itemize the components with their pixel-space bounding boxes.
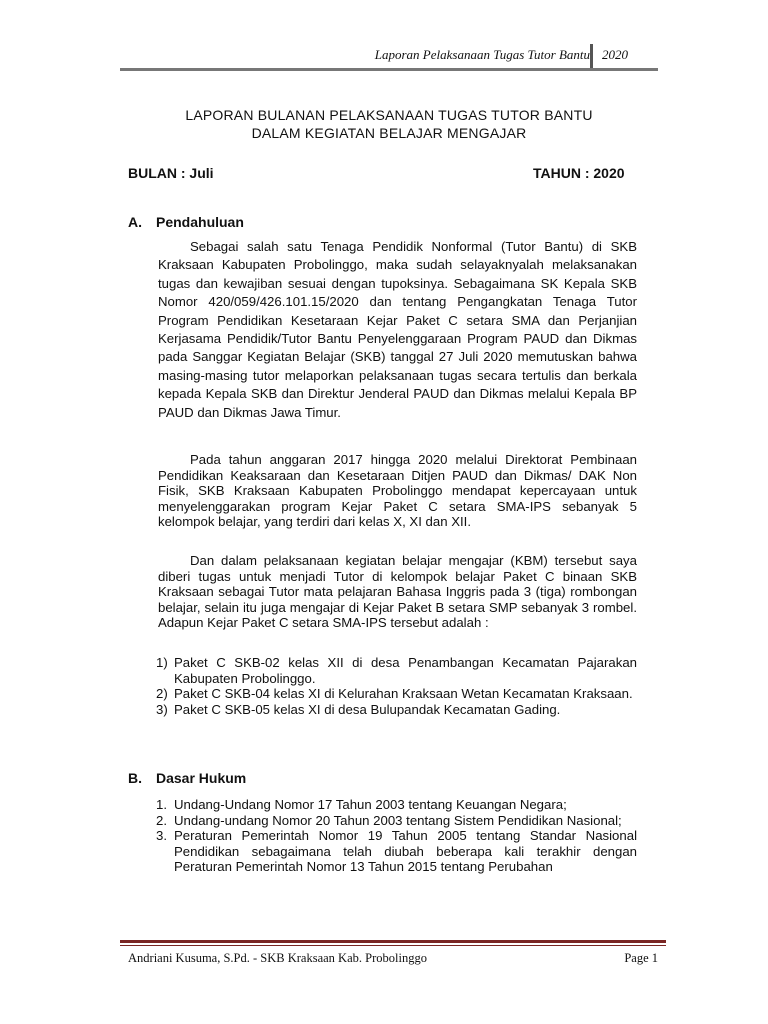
study-group-list [156,655,637,717]
list-item-number: 3) [156,701,168,717]
section-b-letter: B. [128,770,142,786]
list-item-number: 1) [156,655,168,670]
list-item-number: 2) [156,686,168,702]
list-item-text: Peraturan Pemerintah Nomor 19 Tahun 2005 tentang Standar Nasional Pendidikan sebagaimana telah diubah beberapa kali terakhir dengan Peraturan Pemerintah Nomor 13 Tahun 2015 tentang Perubahan [174,828,637,875]
section-a-heading [128,214,244,230]
document-title-line-2: DALAM KEGIATAN BELAJAR MENGAJAR [251,125,527,141]
section-a-title: Pendahuluan [156,214,244,230]
list-item-number: 3. [156,828,167,844]
list-item [156,655,637,686]
report-month: BULAN : Juli [128,165,214,181]
report-year: TAHUN : 2020 [533,165,625,181]
running-header [120,44,658,70]
document-title-line-1: LAPORAN BULANAN PELAKSANAAN TUGAS TUTOR BANTU [185,107,593,123]
section-b-title: Dasar Hukum [156,770,247,786]
header-rule [120,68,658,71]
list-item-number: 1. [156,797,167,812]
list-item-text: Undang-undang Nomor 20 Tahun 2003 tentang Sistem Pendidikan Nasional; [174,812,622,828]
list-item [156,813,637,829]
section-a-letter: A. [128,214,142,230]
paragraph-3: Dan dalam pelaksanaan kegiatan belajar mengajar (KBM) tersebut saya diberi tugas untuk menjadi Tutor di kelompok belajar Paket C binaan SKB Kraksaan sebagai Tutor mata pelajaran Bahasa Inggris pada 3 (tiga) rombongan belajar, selain itu juga mengajar di Kejar Paket B setara SMP sebanyak 3 rombel. Adapun Kejar Paket C setara SMA-IPS tersebut adalah : [158,553,637,631]
footer-rule-thin [120,945,666,946]
list-item-text: Undang-Undang Nomor 17 Tahun 2003 tentang Keuangan Negara; [174,797,567,812]
list-item [156,797,637,813]
header-separator [590,44,593,70]
document-title [120,106,658,142]
list-item-text: Paket C SKB-04 kelas XI di Kelurahan Kraksaan Wetan Kecamatan Kraksaan. [174,686,633,702]
legal-basis-list [156,797,637,875]
list-item [156,702,637,718]
footer-author: Andriani Kusuma, S.Pd. - SKB Kraksaan Kab. Probolinggo [128,951,427,965]
page-number: Page 1 [624,951,658,965]
list-item-text: Paket C SKB-02 kelas XII di desa Penambangan Kecamatan Pajarakan Kabupaten Probolinggo. [174,655,637,686]
header-title: Laporan Pelaksanaan Tugas Tutor Bantu [374,47,590,62]
footer-rule [120,940,666,943]
header-year: 2020 [602,47,628,62]
section-b-heading [128,770,246,786]
paragraph-2: Pada tahun anggaran 2017 hingga 2020 melalui Direktorat Pembinaan Pendidikan Keaksaraan dan Kesetaraan Ditjen PAUD dan Dikmas/ DAK Non Fisik, SKB Kraksaan Kabupaten Probolinggo mendapat kepercayaan untuk menyelenggarakan program Kejar Paket C setara SMA-IPS sebanyak 5 kelompok belajar, yang terdiri dari kelas X, XI dan XII. [158,452,637,530]
list-item [156,686,637,702]
list-item [156,828,637,875]
list-item-text: Paket C SKB-05 kelas XI di desa Bulupandak Kecamatan Gading. [174,701,561,717]
list-item-number: 2. [156,812,167,828]
paragraph-1: Sebagai salah satu Tenaga Pendidik Nonformal (Tutor Bantu) di SKB Kraksaan Kabupaten Probolinggo, maka sudah selayaknyalah melaksanakan tugas dan kewajiban sesuai dengan tupoksinya. Sebagaimana SK Kepala SKB Nomor 420/059/426.101.15/2020 dan tentang Pengangkatan Tenaga Tutor Program Pendidikan Kesetaraan Kejar Paket C setara SMA dan Perjanjian Kerjasama Pendidik/Tutor Bantu Penyelenggaraan Program PAUD dan Dikmas pada Sanggar Kegiatan Belajar (SKB) tanggal 27 Juli 2020 memutuskan bahwa masing-masing tutor melaporkan pelaksanaan tugas secara tertulis dan berkala kepada Kepala SKB dan Direktur Jenderal PAUD dan Dikmas melalui Kepala BP PAUD dan Dikmas Jawa Timur. [158,239,637,420]
